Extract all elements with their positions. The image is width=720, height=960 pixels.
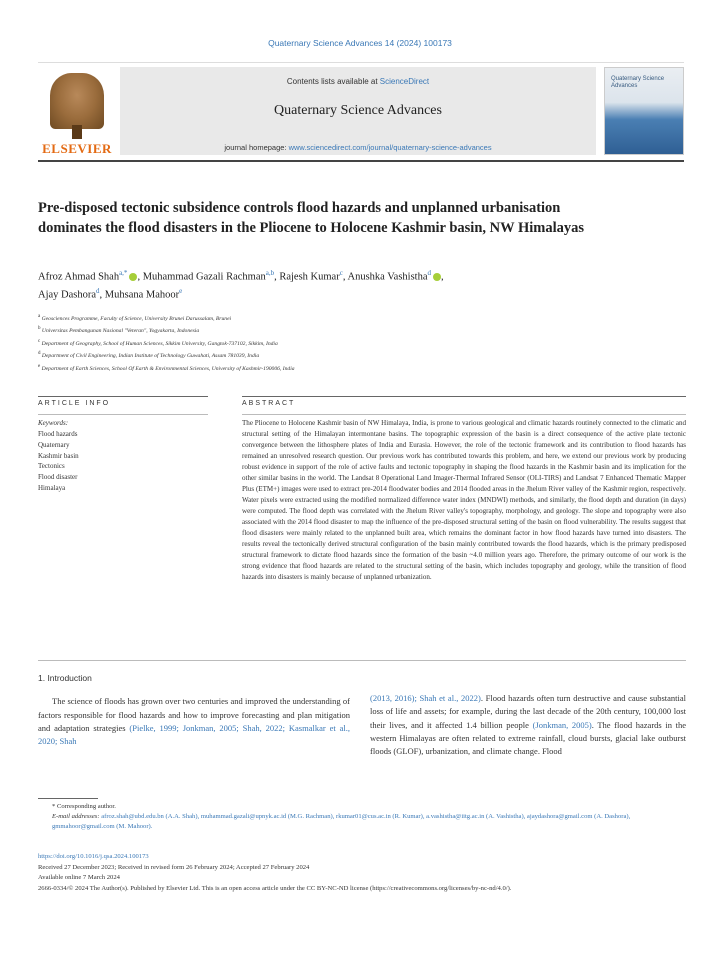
intro-text: . The flood hazards in the western Himalayas are often related to extreme rainfall, cloud bursts, glacial lake outburst floods (GLOF), urbanization, and climate change. Flood — [370, 719, 686, 757]
email-label: E-mail addresses: — [52, 813, 102, 821]
author-name[interactable]: Afroz Ahmad Shah — [38, 271, 120, 283]
journal-reference[interactable]: Quaternary Science Advances 14 (2024) 100173 — [268, 38, 452, 48]
introduction-right-column — [370, 692, 686, 759]
abstract-rule — [242, 396, 686, 397]
keywords-block — [38, 418, 208, 494]
affiliation-item — [38, 337, 678, 349]
affiliation-marker: a — [38, 314, 41, 319]
citation-link[interactable]: (Pielke, 1999; Jonkman, 2005; Shah, 2022; Kasmalkar et al., 2020; Shah — [38, 723, 350, 747]
article-info-heading: ARTICLE INFO — [38, 400, 111, 407]
keyword-item: Flood hazards — [38, 429, 78, 438]
affiliation-list — [38, 312, 678, 374]
author-list — [38, 268, 648, 304]
affiliation-text: Universitas Pembangunan Nasional "Veteran", Yogyakarta, Indonesia — [41, 328, 200, 335]
introduction-paragraph — [38, 695, 350, 748]
header-band — [120, 67, 596, 155]
keyword-item: Quaternary — [38, 440, 70, 449]
introduction-heading: 1. Introduction — [38, 673, 92, 683]
keywords-label: Keywords: — [38, 419, 69, 427]
citation-link[interactable]: (Jonkman, 2005) — [532, 719, 592, 730]
affiliation-marker: b — [38, 326, 41, 332]
affiliation-marker: e — [38, 363, 41, 369]
cover-title: Quaternary Science Advances — [611, 76, 665, 90]
author-affiliation-marker[interactable]: d — [427, 269, 432, 277]
author-affiliation-marker[interactable]: d — [96, 286, 100, 295]
keyword-item: Flood disaster — [38, 473, 78, 482]
affiliation-item — [38, 362, 678, 374]
author-affiliation-marker[interactable]: e — [179, 286, 183, 295]
abstract-heading: ABSTRACT — [242, 400, 296, 407]
affiliation-text: Department of Geography, School of Human Sciences, Sikkim University, Gangtok-737102, Sikkim, India — [41, 340, 278, 347]
footnotes — [38, 802, 686, 833]
keyword-item: Himalaya — [38, 484, 66, 493]
article-info-subrule — [38, 414, 208, 415]
author-separator: , — [441, 271, 444, 283]
author-separator: , — [137, 271, 143, 283]
affiliation-item — [38, 349, 678, 361]
orcid-icon[interactable] — [433, 273, 441, 281]
affiliation-text: Department of Civil Engineering, Indian Institute of Technology Guwahati, Assam 781039, India — [41, 353, 260, 360]
footnote-divider — [38, 798, 98, 799]
affiliation-item — [38, 324, 678, 336]
affiliation-item — [38, 312, 678, 324]
intro-text: . Flood hazards often turn destructive and cause substantial loss of life and assets; for example, during the last decade of the 20th century, 100,000 lost their lives, and it affected 1.4 billion people — [370, 693, 687, 730]
keyword-item: Tectonics — [38, 462, 65, 471]
journal-header — [38, 62, 684, 158]
introduction-left-column — [38, 672, 350, 749]
citation-link[interactable]: (2013, 2016); Shah et al., 2022) — [370, 693, 481, 703]
author-separator: , — [342, 271, 348, 283]
abstract-text: The Pliocene to Holocene Kashmir basin of NW Himalaya, India, is prone to various geological and climatic hazards routinely connected to the climatic and structural setting of the Himalayan intermontane basins. The topographic expression of the basin is a direct consequence of the active plate tectonic convergence between the lithosphere plates of India and Eurasia. However, the role of the tectonic framework and its contribution to flood hazards has remained an unresolved research question. Our previous work has contributed towards this problem, and here, we extend our previous work by producing robust evidence in support of the role of active faults and tectonic topography in shaping the flood hazards in the Kashmir basin and its implication for the other similar basins in the world. The Landsat 8 Operational Land Imager-Thermal Infrared Sensor (OLI-TIRS) and Landsat 7 Enhanced Thematic Mapper Plus (ETM+) images were used to extract pre-2014 floodwater bodies and 2014 flooded areas in the Jhelum River valley of the Kashmir region, respectively. Water pixels were extracted using the modified normalized difference water index (MNDWI) methods, and similarly, the flood depth and duration (in days) were computed. The flood depth was correlated with the Jhelum River valley's topography, morphology, and geology. The slope and topography were also associated with the 2014 flood disaster to map the influence of the pre-disposed structural setting of the basin on flood vulnerability. The results suggest that flood disasters were mainly related to the unplanned built area, which remains the dominant factor in how flood hazards have turned into disasters. The results reveal the tectonically derived structural configuration of the basin mainly contributed towards the flood hazards, which is the primary predisposed structural framework to dictate flood hazards since the formation of the basin ~4.0 million years ago. Therefore, the primary outcome of our work is the strong evidence that flood hazards are related to the structural setting of the basin, which includes topography and geology, while the transition of flood hazards into disasters is mainly because of unplanned urbanization. — [242, 419, 686, 581]
elsevier-logo[interactable] — [38, 67, 116, 155]
author-name[interactable]: Ajay Dashora — [38, 289, 97, 301]
email-addresses — [38, 812, 686, 832]
affiliation-marker: c — [38, 338, 41, 344]
contents-line — [120, 77, 596, 86]
contents-prefix: Contents lists available at — [286, 77, 380, 86]
author-separator: , — [274, 271, 280, 283]
author-affiliation-marker[interactable]: a,b — [265, 269, 275, 277]
elsevier-tree-icon — [50, 73, 104, 129]
header-divider — [38, 160, 684, 162]
homepage-line — [120, 143, 596, 152]
journal-title: Quaternary Science Advances — [274, 103, 442, 118]
publication-info — [38, 852, 686, 894]
homepage-prefix: journal homepage: — [224, 143, 289, 152]
author-name[interactable]: Anushka Vashistha — [347, 271, 428, 283]
journal-cover[interactable] — [604, 67, 684, 155]
corresponding-author-note: * Corresponding author. — [52, 803, 116, 810]
keyword-item: Kashmir basin — [38, 451, 79, 460]
affiliation-marker: d — [38, 351, 41, 357]
author-name[interactable]: Muhammad Gazali Rachman — [142, 271, 266, 283]
sciencedirect-link[interactable]: ScienceDirect — [379, 77, 430, 86]
doi-link[interactable]: https://doi.org/10.1016/j.qsa.2024.100173 — [38, 853, 149, 860]
author-name[interactable]: Rajesh Kumar — [279, 271, 340, 283]
article-info-rule — [38, 396, 208, 397]
author-affiliation-marker[interactable]: c — [339, 269, 343, 277]
author-affiliation-marker[interactable]: a,* — [119, 269, 128, 277]
author-separator: , — [99, 289, 105, 301]
abstract-end-rule — [38, 660, 686, 661]
publisher-name: ELSEVIER — [42, 141, 112, 156]
license-note: 2666-0334/© 2024 The Author(s). Published by Elsevier Ltd. This is an open access article under the CC BY-NC-ND license (https://creativecommons.org/licenses/by-nc-nd/4.0/). — [38, 884, 512, 892]
affiliation-text: Department of Earth Sciences, School Of Earth & Environmental Sciences, University of Kashmir-190006, India — [41, 365, 295, 372]
intro-text: The science of floods has grown over two centuries and improved the understanding of factors responsible for flood hazards and how to improve forecasting and plan mitigation and adaptation strategies — [38, 696, 350, 734]
homepage-link[interactable]: www.sciencedirect.com/journal/quaternary-science-advances — [288, 143, 492, 152]
email-links[interactable]: afroz.shah@ubd.edu.bn (A.A. Shah), muhammad.gazali@upnyk.ac.id (M.G. Rachman), rkumar01@cus.ac.in (R. Kumar), a.vashistha@iitg.ac.in (A. Vashistha), ajaydashora@gmail.com (A. Dashora), gmmahoor@gmail.com (M. Mahoor). — [52, 813, 631, 831]
available-online: Available online 7 March 2024 — [38, 874, 120, 882]
received-dates: Received 27 December 2023; Received in revised form 26 February 2024; Accepted 27 February 2024 — [38, 863, 310, 871]
author-name[interactable]: Muhsana Mahoor — [104, 289, 180, 301]
abstract-subrule — [242, 414, 686, 415]
article-title: Pre-disposed tectonic subsidence controls flood hazards and unplanned urbanisation dominates the flood disasters in the Pliocene to Holocene Kashmir basin, NW Himalayas — [38, 200, 585, 236]
affiliation-text: Geosciences Programme, Faculty of Science, University Brunei Darussalam, Brunei — [41, 315, 232, 322]
